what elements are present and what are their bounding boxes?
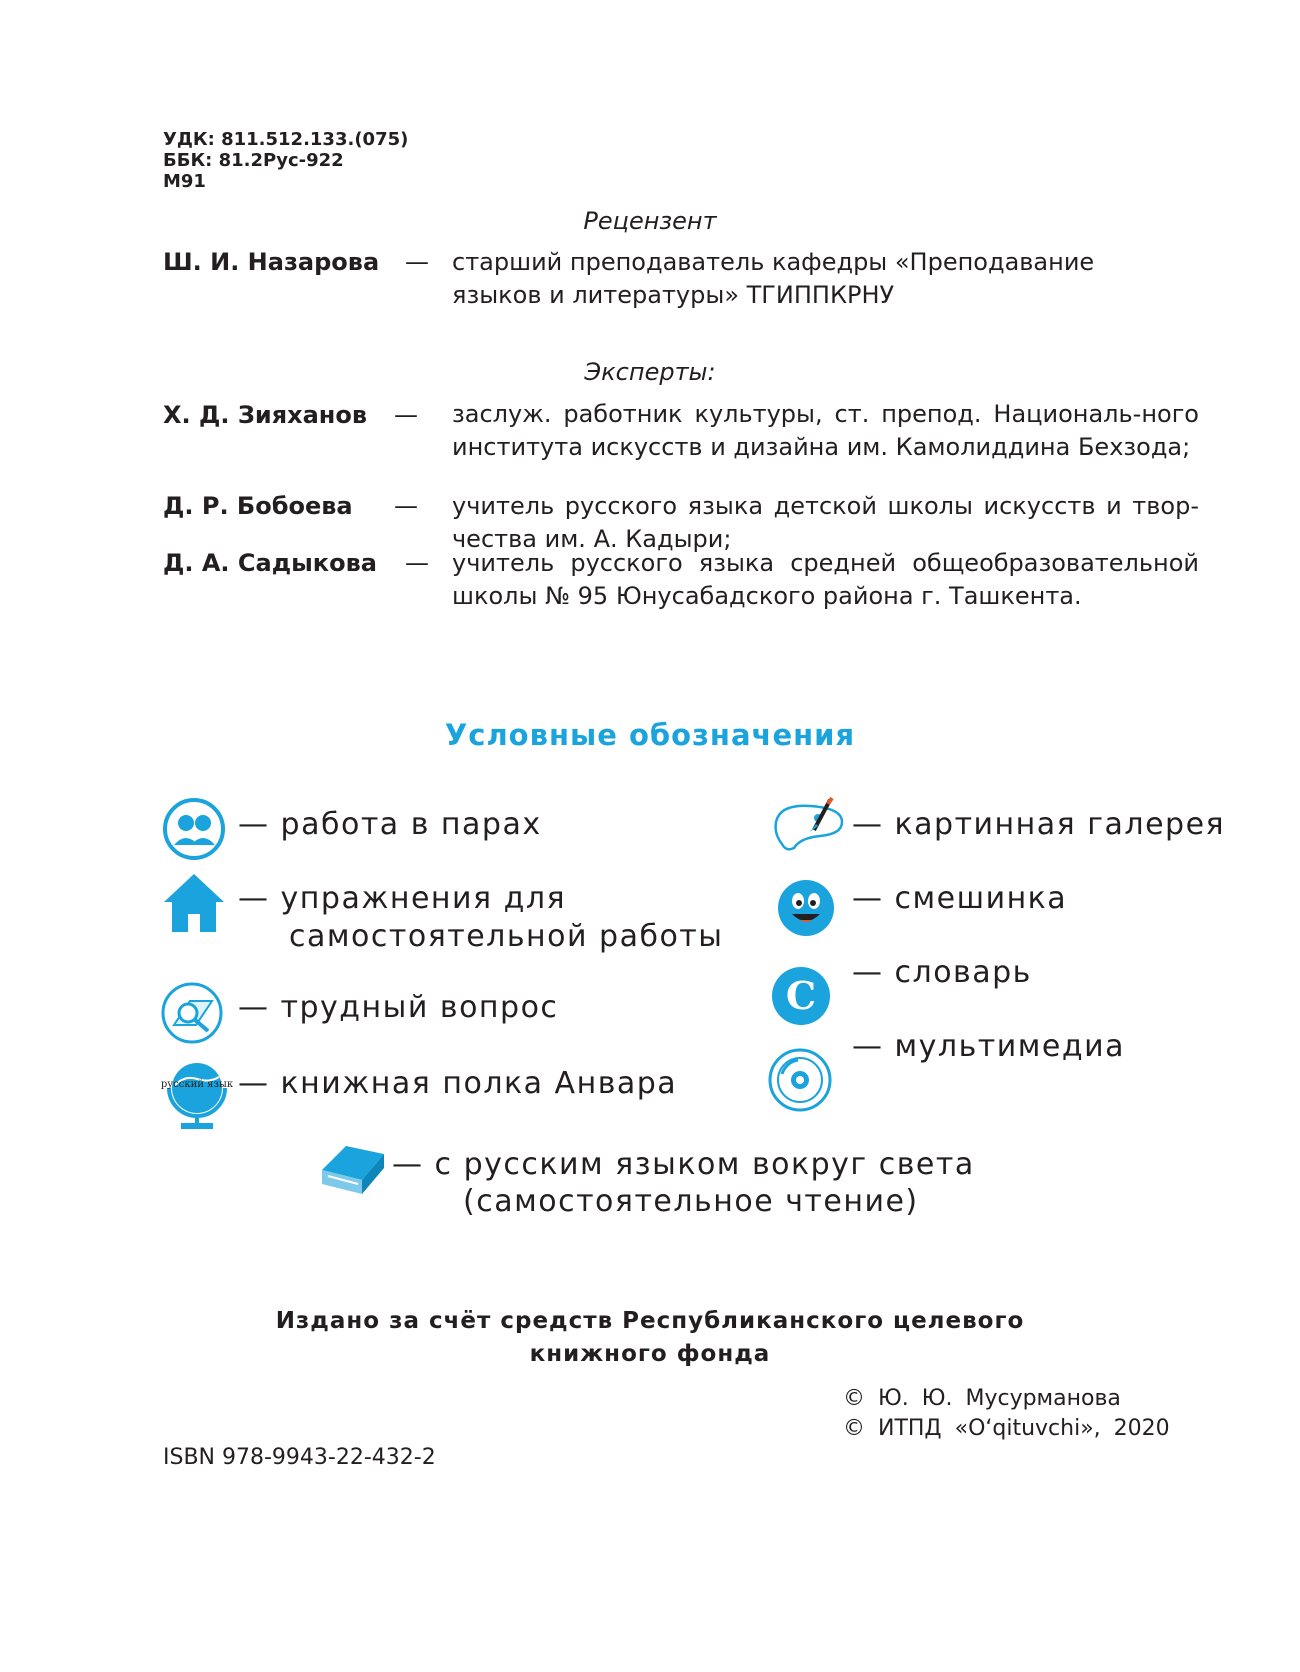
experts-label: Эксперты: xyxy=(584,358,716,386)
legend-title: Условные обозначения xyxy=(444,718,856,752)
legend-label-line2: (самостоятельное чтение) xyxy=(463,1184,919,1219)
isbn: ISBN 978-9943-22-432-2 xyxy=(163,1445,436,1470)
legend-label: — книжная полка Анвара xyxy=(238,1066,678,1101)
reviewer-name xyxy=(163,248,379,276)
reviewer-dash: — xyxy=(405,248,429,276)
expert-dash: — xyxy=(394,401,418,429)
legend-label: — картинная галерея xyxy=(852,807,1226,842)
legend-label: — мультимедиа xyxy=(852,1029,1125,1064)
legend-label: — работа в парах xyxy=(238,807,542,842)
copyright-publisher: © ИТПД «O‘qituvchi», 2020 xyxy=(843,1416,1170,1441)
legend-label: — трудный вопрос xyxy=(238,990,559,1025)
globe-icon-text: русский язык xyxy=(160,1079,234,1090)
expert-desc: учитель русского языка детской школы искусств и твор-чества им. А. Кадыри; xyxy=(452,492,1199,553)
author-mark: М91 xyxy=(163,171,206,192)
legend-label: — с русским языком вокруг света xyxy=(392,1147,975,1182)
reviewer-desc: старший преподаватель кафедры «Преподавание языков и литературы» ТГИППКРНУ xyxy=(452,248,1095,309)
udk-block xyxy=(163,129,408,192)
legend-label-line2: самостоятельной работы xyxy=(289,919,724,954)
globe-icon xyxy=(160,1057,234,1135)
smiley-icon xyxy=(776,878,836,942)
cd-icon xyxy=(768,1048,832,1116)
funding-line: книжного фонда xyxy=(529,1341,771,1367)
expert-desc: заслуж. работник культуры, ст. препод. Националь-ного института искусств и дизайна им. Камолиддина Бехзода; xyxy=(452,400,1199,461)
house-icon xyxy=(160,870,228,940)
expert-dash: — xyxy=(394,492,418,520)
legend-label: — смешинка xyxy=(852,881,1068,916)
funding-line: Издано за счёт средств Республиканского целевого xyxy=(275,1308,1025,1334)
book-icon xyxy=(318,1140,390,1204)
bbk-code: ББК: 81.2Рус-922 xyxy=(163,150,344,171)
udk-code: УДК: 811.512.133.(075) xyxy=(163,129,409,150)
palette-icon xyxy=(770,794,850,858)
magnifier-icon xyxy=(160,981,224,1049)
legend-label: — упражнения для xyxy=(238,881,567,916)
expert-name: Х. Д. Зияханов xyxy=(163,401,368,429)
legend-label: — словарь xyxy=(852,955,1032,990)
pair-work-icon xyxy=(162,797,226,865)
expert-dash: — xyxy=(405,549,429,577)
copyright-author: © Ю. Ю. Мусурманова xyxy=(843,1386,1121,1411)
expert-name: Д. Р. Бобоева xyxy=(163,492,353,520)
reviewer-name-text: Ш. И. Назарова xyxy=(163,248,380,276)
expert-desc: учитель русского языка средней общеобразовательной школы № 95 Юнусабадского района г. Ташкента. xyxy=(452,549,1199,610)
reviewer-label: Рецензент xyxy=(583,207,717,235)
dictionary-c-letter: C xyxy=(785,973,817,1018)
dictionary-c-icon xyxy=(770,965,832,1031)
expert-name: Д. А. Садыкова xyxy=(163,549,377,577)
